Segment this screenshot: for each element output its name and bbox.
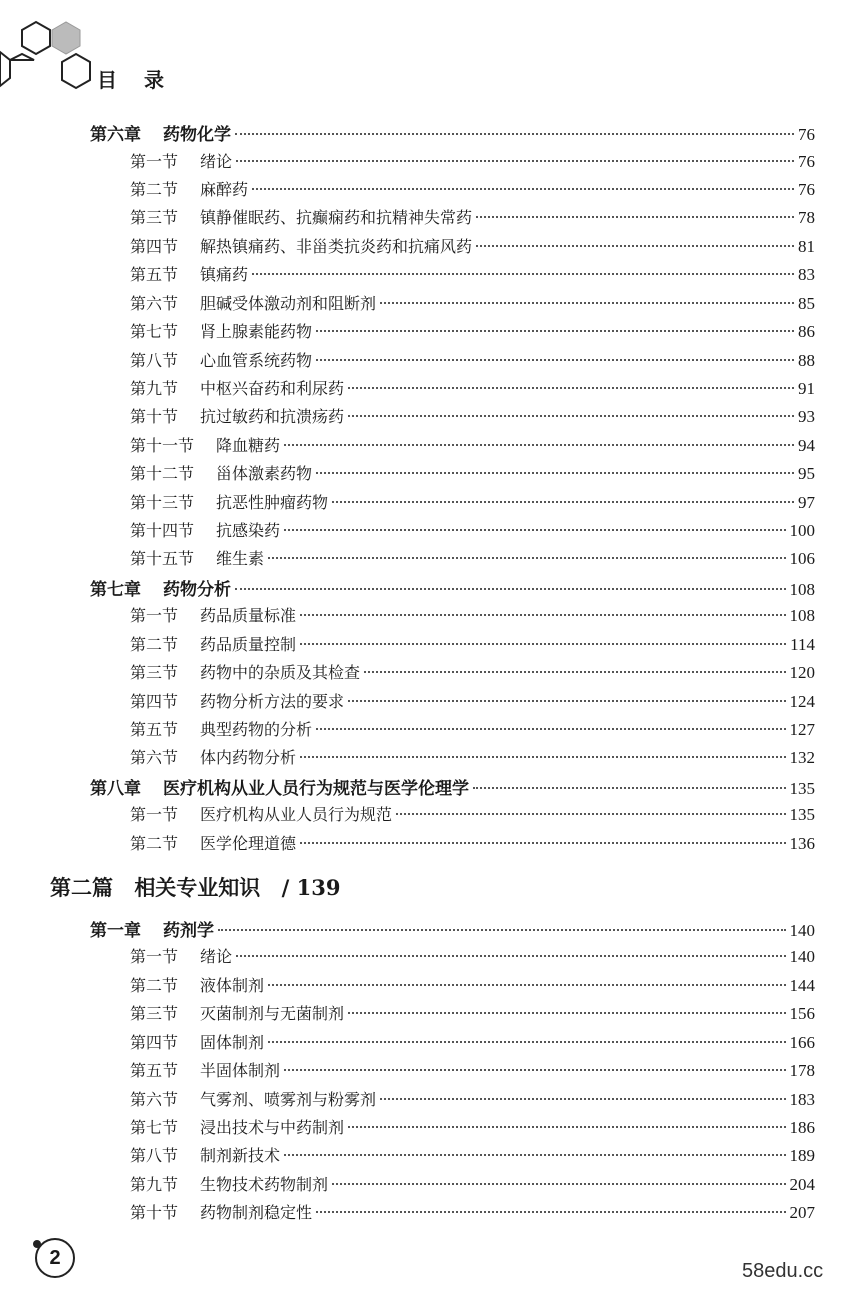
- page-number: 2: [35, 1238, 75, 1278]
- toc-section[interactable]: 第十一节 降血糖药 94: [130, 436, 815, 455]
- page-title: 目 录: [97, 68, 174, 92]
- toc-section[interactable]: 第八节 制剂新技术 189: [130, 1146, 815, 1165]
- toc-section[interactable]: 第二节 药品质量控制 114: [130, 635, 815, 654]
- toc-section[interactable]: 第五节 镇痛药 83: [130, 265, 815, 284]
- toc-section[interactable]: 第七节 肾上腺素能药物 86: [130, 322, 815, 341]
- toc-section[interactable]: 第一节 药品质量标准 108: [130, 606, 815, 625]
- toc-section[interactable]: 第四节 固体制剂 166: [130, 1033, 815, 1052]
- toc-chapter-7[interactable]: 第七章 药物分析 108: [90, 580, 815, 600]
- toc-section[interactable]: 第二节 医学伦理道德 136: [130, 834, 815, 853]
- toc-section[interactable]: 第五节 半固体制剂 178: [130, 1061, 815, 1080]
- toc-section[interactable]: 第六节 气雾剂、喷雾剂与粉雾剂 183: [130, 1090, 815, 1109]
- toc-section[interactable]: 第三节 灭菌制剂与无菌制剂 156: [130, 1004, 815, 1023]
- toc-section[interactable]: 第二节 麻醉药 76: [130, 180, 815, 199]
- toc-section[interactable]: 第九节 中枢兴奋药和利尿药 91: [130, 379, 815, 398]
- toc-section[interactable]: 第十五节 维生素 106: [130, 549, 815, 568]
- toc-section[interactable]: 第十节 药物制剂稳定性 207: [130, 1203, 815, 1222]
- toc-section[interactable]: 第十四节 抗感染药 100: [130, 521, 815, 540]
- toc-section[interactable]: 第十三节 抗恶性肿瘤药物 97: [130, 493, 815, 512]
- toc-chapter-6[interactable]: 第六章 药物化学 76: [90, 125, 815, 145]
- toc-part2-chapter-1[interactable]: 第一章 药剂学 140: [90, 921, 815, 941]
- toc-section[interactable]: 第四节 解热镇痛药、非甾类抗炎药和抗痛风药 81: [130, 237, 815, 256]
- toc-section[interactable]: 第五节 典型药物的分析 127: [130, 720, 815, 739]
- toc-section[interactable]: 第十二节 甾体激素药物 95: [130, 464, 815, 483]
- toc-section[interactable]: 第八节 心血管系统药物 88: [130, 351, 815, 370]
- hexagon-decoration: [0, 0, 130, 110]
- toc-section[interactable]: 第二节 液体制剂 144: [130, 976, 815, 995]
- part-heading[interactable]: 第二篇 相关专业知识 / 139: [50, 875, 341, 900]
- toc-section[interactable]: 第十节 抗过敏药和抗溃疡药 93: [130, 407, 815, 426]
- toc-section[interactable]: 第一节 医疗机构从业人员行为规范 135: [130, 805, 815, 824]
- toc-section[interactable]: 第一节 绪论 140: [130, 947, 815, 966]
- toc-section[interactable]: 第三节 镇静催眠药、抗癫痫药和抗精神失常药 78: [130, 208, 815, 227]
- toc-chapter-8[interactable]: 第八章 医疗机构从业人员行为规范与医学伦理学 135: [90, 779, 815, 799]
- toc-section[interactable]: 第七节 浸出技术与中药制剂 186: [130, 1118, 815, 1137]
- toc-section[interactable]: 第三节 药物中的杂质及其检查 120: [130, 663, 815, 682]
- watermark: 58edu.cc: [742, 1260, 824, 1282]
- toc-section[interactable]: 第六节 胆碱受体激动剂和阻断剂 85: [130, 294, 815, 313]
- toc-section[interactable]: 第九节 生物技术药物制剂 204: [130, 1175, 815, 1194]
- toc-section[interactable]: 第一节 绪论 76: [130, 152, 815, 171]
- toc-section[interactable]: 第六节 体内药物分析 132: [130, 748, 815, 767]
- toc-section[interactable]: 第四节 药物分析方法的要求 124: [130, 692, 815, 711]
